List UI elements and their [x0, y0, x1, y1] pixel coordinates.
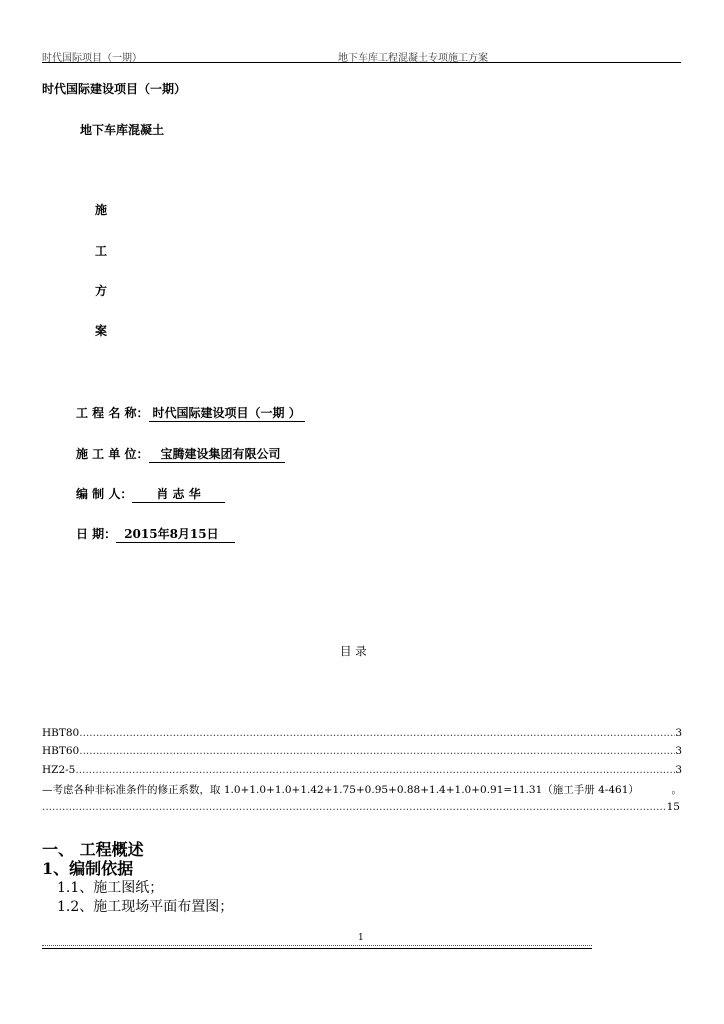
toc-row-page: 。 [671, 784, 682, 796]
toc-row-text: —考虑各种非标准条件的修正系数，取 1.0+1.0+1.0+1.42+1.75+0.95+0.88+1.4+1.0+0.91=11.31（施工手册 4-461） [42, 784, 639, 796]
vertical-char-3: 方 [95, 284, 108, 298]
footer-rule-dotted [42, 945, 592, 946]
field-value: 时代国际建设项目（一期 ） [149, 406, 305, 422]
toc-row-page: 3 [675, 727, 682, 739]
toc-row-page: 3 [675, 745, 682, 757]
field-construction-unit [76, 443, 285, 462]
vertical-char-2: 工 [95, 244, 108, 258]
header-center: 地下车库工程混凝土专项施工方案 [338, 53, 488, 64]
section-heading-1: 一、 工程概述 [42, 840, 144, 859]
field-author [76, 483, 225, 502]
cover-subtitle: 地下车库混凝土 [80, 123, 165, 137]
vertical-char-1: 施 [95, 203, 108, 217]
field-value: 2015年8月15日 [116, 527, 234, 543]
body-item-1: 1.1、施工图纸； [57, 880, 164, 896]
footer-rule [42, 948, 592, 949]
toc-row-page: 3 [675, 764, 682, 776]
body-item-2: 1.2、施工现场平面布置图； [57, 899, 234, 915]
field-project-name [76, 402, 305, 421]
header-left: 时代国际项目（一期） [42, 53, 142, 64]
toc-row[interactable] [42, 727, 682, 739]
toc-row-page: 15 [666, 801, 680, 813]
toc-row[interactable] [42, 782, 682, 797]
toc-leader [79, 745, 675, 757]
toc-title: 目 录 [340, 644, 367, 658]
toc-row-text: HZ2-5 [42, 764, 76, 776]
toc-row-text: HBT60 [42, 745, 80, 757]
field-label: 日 期： [76, 527, 117, 541]
toc-row-text: HBT80 [42, 727, 80, 739]
page-number: 1 [358, 933, 364, 943]
toc-leader [42, 801, 667, 813]
field-label: 工 程 名 称： [76, 406, 149, 420]
toc-row[interactable] [42, 745, 682, 757]
toc-leader [75, 764, 675, 776]
field-date [76, 523, 235, 542]
field-value: 宝腾建设集团有限公司 [149, 447, 285, 463]
field-label: 施 工 单 位： [76, 447, 149, 461]
toc-row[interactable] [42, 764, 682, 776]
vertical-char-4: 案 [95, 324, 108, 338]
field-value: 肖 志 华 [132, 487, 224, 503]
field-label: 编 制 人： [76, 487, 133, 501]
toc-leader [79, 727, 675, 739]
header-rule [42, 62, 681, 63]
section-heading-1-1: 1、编制依据 [42, 859, 134, 878]
project-title: 时代国际建设项目（一期） [42, 82, 187, 96]
toc-row[interactable] [42, 801, 680, 813]
